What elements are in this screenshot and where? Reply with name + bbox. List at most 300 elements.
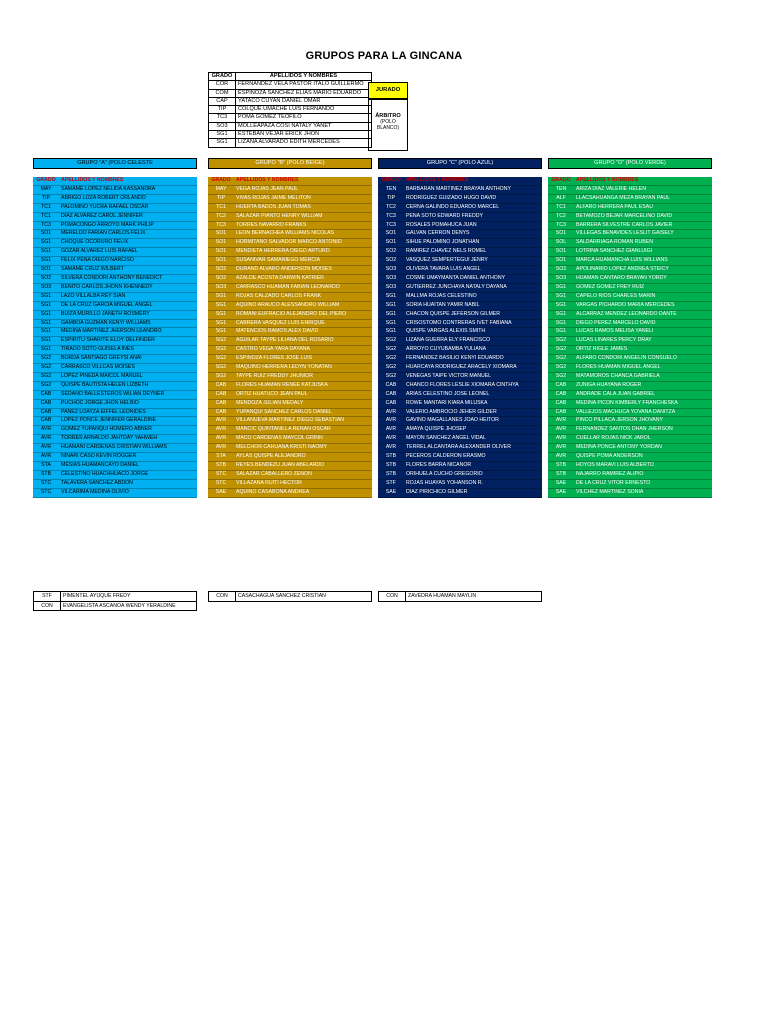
group-c: [378, 158, 542, 498]
table-row: [208, 435, 372, 444]
jury-row: [209, 106, 372, 114]
grado-cell: CAB: [548, 399, 574, 408]
table-row: [548, 230, 712, 239]
nombre-cell: BETAMOZO BEJAR MARCELINO DAVID: [574, 212, 712, 221]
table-row: [378, 248, 542, 257]
grado-cell: SG2: [33, 381, 59, 390]
nombre-cell: MEDINA PONCE ANTONY YORDAN: [574, 444, 712, 453]
jury-grado: COR: [209, 81, 236, 89]
table-row: [33, 337, 197, 346]
nombre-cell: GAMBOA GUZMAN KENYI WILLIAMS: [59, 319, 197, 328]
grado-cell: SG1: [208, 319, 234, 328]
group-a-table: [33, 177, 197, 498]
table-row: [548, 488, 712, 497]
grado-cell: SO3: [33, 283, 59, 292]
nombre-cell: VARGAS PICHARDO MARIA MERCEDES: [574, 301, 712, 310]
table-row: [208, 488, 372, 497]
grado-cell: TC1: [208, 203, 234, 212]
nombre-cell: VIVAS ROJAS JAIME MELITON: [234, 194, 372, 203]
grado-cell: SG2: [208, 337, 234, 346]
table-row: [33, 390, 197, 399]
table-row: [548, 257, 712, 266]
table-row: [378, 194, 542, 203]
nombre-cell: ESPIRITU SHARITE ELOY DELFINDER: [59, 337, 197, 346]
grado-cell: MAY: [208, 185, 234, 194]
table-row: [33, 462, 197, 471]
table-row: [33, 426, 197, 435]
nombre-cell: PUCHOC JORGE JHON HELBIO: [59, 399, 197, 408]
table-row: [34, 592, 197, 602]
grado-cell: TC3: [378, 212, 404, 221]
nombre-cell: CARRASCO VILLCAS MOISES: [59, 364, 197, 373]
grado-cell: SG1: [33, 257, 59, 266]
grado-cell: SG1: [378, 310, 404, 319]
col-header-grado: GRADO: [548, 177, 574, 185]
jury-row: [209, 114, 372, 122]
grado-cell: SO1: [378, 230, 404, 239]
grado-cell: SG2: [548, 372, 574, 381]
nombre-cell: NAJARRO RAMIREZ ALIPIO: [574, 470, 712, 479]
grado-cell: SO1: [208, 257, 234, 266]
grado-cell: SO1: [208, 248, 234, 257]
group-b-title: GRUPO "B" (POLO BEIGE): [208, 158, 372, 169]
nombre-cell: QUISPE BAUTISTA HELEN LIZBETH: [59, 381, 197, 390]
nombre-cell: HORMITAÑO SALVADOR MARCO ANTONIO: [234, 239, 372, 248]
nombre-cell: ESPINOZA FLORES JOSE LUIS: [234, 355, 372, 364]
nombre-cell: MALLMA ROJAS CELESTINO: [404, 292, 542, 301]
table-row: [378, 283, 542, 292]
nombre-cell: FLORES HUAMAN MIGUEL ANGEL: [574, 364, 712, 373]
table-row: [33, 248, 197, 257]
table-row: [33, 239, 197, 248]
table-row: [208, 221, 372, 230]
table-row: [548, 470, 712, 479]
extra-table: [33, 591, 197, 611]
grado-cell: CAB: [548, 408, 574, 417]
nombre-cell: LLACSAHUANGA MEZA BRAYAN PAUL: [574, 194, 712, 203]
table-row: [548, 221, 712, 230]
grado-cell: TC1: [33, 212, 59, 221]
nombre-cell: VILLANUEVA MARTINEZ DIEGO SEBASTIAN: [234, 417, 372, 426]
grado-cell: SG1: [548, 310, 574, 319]
grado-cell: AVR: [33, 444, 59, 453]
grado-cell: SG1: [33, 337, 59, 346]
grado-cell: TC1: [548, 203, 574, 212]
grado-cell: CON: [34, 601, 61, 611]
group-header-row: [548, 177, 712, 185]
table-row: [208, 381, 372, 390]
table-row: [33, 364, 197, 373]
table-row: [208, 462, 372, 471]
table-row: [548, 426, 712, 435]
grado-cell: SO2: [208, 266, 234, 275]
table-row: [208, 426, 372, 435]
grado-cell: SOL: [548, 239, 574, 248]
nombre-cell: SALAZAR PIANTO HENRY WILLIAM: [234, 212, 372, 221]
table-row: [378, 417, 542, 426]
nombre-cell: GOZAR ALVAREZ LUIS RAFAEL: [59, 248, 197, 257]
grado-cell: SG1: [33, 292, 59, 301]
grado-cell: CAB: [208, 381, 234, 390]
nombre-cell: AYLAS QUISPE ALEJANDRO: [234, 453, 372, 462]
table-row: [378, 266, 542, 275]
table-row: [378, 470, 542, 479]
table-row: [548, 328, 712, 337]
nombre-cell: ARIZA DIAZ VALERIE HELEN: [574, 185, 712, 194]
jury-row: [209, 131, 372, 139]
grado-cell: STB: [378, 462, 404, 471]
nombre-cell: CHOQUE OCORURO FELIX: [59, 239, 197, 248]
col-header-grado: GRADO: [378, 177, 404, 185]
grado-cell: SG1: [208, 301, 234, 310]
nombre-cell: ROJAS CALZADO CARLOS FRANK: [234, 292, 372, 301]
jury-row: [209, 81, 372, 89]
grado-cell: STC: [33, 488, 59, 497]
table-row: [378, 390, 542, 399]
table-row: [548, 185, 712, 194]
table-row: [378, 346, 542, 355]
table-row: [379, 592, 542, 602]
nombre-cell: ALFARO HERRERA PAUL ESAU: [574, 203, 712, 212]
nombre-cell: ROJAS HUAYAS YOHANSON R.: [404, 479, 542, 488]
grado-cell: SG1: [548, 283, 574, 292]
nombre-cell: MARCA HUAMANCHA LUIS WILLIANS: [574, 257, 712, 266]
nombre-cell: MEDINA PICON KIMBERLY FRANCHESKA: [574, 399, 712, 408]
table-row: [208, 355, 372, 364]
grado-cell: AVR: [548, 435, 574, 444]
table-row: [208, 239, 372, 248]
grado-cell: TC3: [33, 221, 59, 230]
page-title: GRUPOS PARA LA GINCANA: [305, 50, 463, 62]
grado-cell: TC3: [208, 221, 234, 230]
nombre-cell: CASACHAGUA SANCHEZ CRISTIAN: [236, 592, 372, 602]
grado-cell: AVR: [378, 426, 404, 435]
group-header-row: [208, 177, 372, 185]
table-row: [33, 221, 197, 230]
table-row: [33, 381, 197, 390]
grado-cell: CAB: [548, 390, 574, 399]
jury-grado: SG1: [209, 131, 236, 139]
grado-cell: SG2: [548, 355, 574, 364]
nombre-cell: FERNANDEZ SANTOS DHAN JHERSON: [574, 426, 712, 435]
nombre-cell: MANCIC QUINTANILLA RENAN OSCAR: [234, 426, 372, 435]
nombre-cell: ABRIGO LOZA ROBERT ORLANDO: [59, 194, 197, 203]
grado-cell: SG2: [33, 372, 59, 381]
table-row: [208, 310, 372, 319]
grado-cell: SG1: [33, 346, 59, 355]
table-row: [33, 372, 197, 381]
nombre-cell: AQUINO CASABONA ANDREA: [234, 488, 372, 497]
grado-cell: SO2: [548, 266, 574, 275]
nombre-cell: SEDANO BALLESTEROS WILIAN DEYNER: [59, 390, 197, 399]
nombre-cell: AZALDE ACOSTA DARWIN KATRIER: [234, 274, 372, 283]
grado-cell: TIP: [208, 194, 234, 203]
table-row: [378, 381, 542, 390]
table-row: [33, 328, 197, 337]
nombre-cell: REYES BENDEZU JUAN ABELARDO: [234, 462, 372, 471]
nombre-cell: SALDARRIAGA ROMAN RUBEN: [574, 239, 712, 248]
table-row: [33, 194, 197, 203]
table-row: [548, 266, 712, 275]
jury-row: [209, 122, 372, 130]
table-row: [208, 274, 372, 283]
nombre-cell: SALAZAR CABALLERO ZENON: [234, 470, 372, 479]
jury-nombre: ESPINOZA SANCHEZ ELIAS MARIO EDUARDO: [236, 89, 372, 97]
nombre-cell: DE LA CRUZ VITOR ERNESTO: [574, 479, 712, 488]
nombre-cell: CARRASCO HUAMAN FABIAN LEONARDO: [234, 283, 372, 292]
nombre-cell: CERNA GALINDO EDUARDO MARCEL: [404, 203, 542, 212]
grado-cell: AVR: [548, 426, 574, 435]
group-c-extra: [378, 591, 542, 602]
arbitro-label: ÁRBITRO: [375, 113, 401, 119]
nombre-cell: VILCARIMA MEDINA OLIVIO: [59, 488, 197, 497]
nombre-cell: GOMEZ YUPANQUI HOMERO ABNER: [59, 426, 197, 435]
grado-cell: AVR: [33, 426, 59, 435]
col-header-nombres: APELLIDOS Y NOMBRES: [404, 177, 542, 185]
nombre-cell: BARRERA SILVESTRE CARLOS JAVIER: [574, 221, 712, 230]
grado-cell: CAB: [378, 390, 404, 399]
nombre-cell: FLORES BARRA NICANOR: [404, 462, 542, 471]
grado-cell: SG2: [208, 372, 234, 381]
grado-cell: STB: [208, 462, 234, 471]
table-row: [378, 221, 542, 230]
table-row: [33, 283, 197, 292]
nombre-cell: PEÑA SOTO EDWARD FREDDY: [404, 212, 542, 221]
table-row: [33, 212, 197, 221]
grado-cell: STB: [378, 470, 404, 479]
table-row: [33, 230, 197, 239]
nombre-cell: ROSALES POMAHUCA JUAN: [404, 221, 542, 230]
table-row: [33, 399, 197, 408]
table-row: [548, 301, 712, 310]
grado-cell: STC: [208, 479, 234, 488]
grado-cell: STB: [378, 453, 404, 462]
nombre-cell: DIAZ PIRICHICO GILMER: [404, 488, 542, 497]
table-row: [548, 310, 712, 319]
jury-grado: SO3: [209, 122, 236, 130]
table-row: [548, 453, 712, 462]
grado-cell: SG1: [548, 292, 574, 301]
grado-cell: SG2: [378, 355, 404, 364]
nombre-cell: RAMIREZ CHAVEZ NELS ROMEL: [404, 248, 542, 257]
nombre-cell: HUERTA BADOS JUAN TOMAS: [234, 203, 372, 212]
table-row: [378, 212, 542, 221]
col-header-grado: GRADO: [33, 177, 59, 185]
table-row: [208, 194, 372, 203]
table-row: [208, 328, 372, 337]
table-row: [33, 310, 197, 319]
nombre-cell: VASQUEZ SEMPERTEGUI JENRY: [404, 257, 542, 266]
nombre-cell: CABRERA VASQUEZ LUIS ENRIQUE: [234, 319, 372, 328]
grado-cell: STB: [548, 462, 574, 471]
group-b: [208, 158, 372, 498]
jury-grado: SG1: [209, 139, 236, 147]
jury-nombre: MOLLEAPAZA COSI NATALY YANET: [236, 122, 372, 130]
nombre-cell: LOTRINA SANCHEZ GIANLUIGI: [574, 248, 712, 257]
table-row: [378, 230, 542, 239]
grado-cell: CON: [379, 592, 406, 602]
nombre-cell: SORIA HUAITAN YAMIR NABIL: [404, 301, 542, 310]
grado-cell: TC2: [208, 212, 234, 221]
table-row: [548, 355, 712, 364]
nombre-cell: EVANGELISTA ASCANOA WENDY YERALDINE: [61, 601, 197, 611]
group-c-title: GRUPO "C" (POLO AZUL): [378, 158, 542, 169]
jury-nombre: FERNANDEZ VELA PASTOR ITALO GUILLERMO: [236, 81, 372, 89]
nombre-cell: HUAMANI CARDENAS CRISTIAN WILLIAMS: [59, 444, 197, 453]
table-row: [208, 283, 372, 292]
group-a-extra: [33, 591, 197, 611]
table-row: [548, 248, 712, 257]
grado-cell: SG1: [33, 248, 59, 257]
nombre-cell: LIZANA GUERRA ELY FRANCISCO: [404, 337, 542, 346]
grado-cell: SO3: [378, 266, 404, 275]
grado-cell: SG2: [208, 355, 234, 364]
grado-cell: CAB: [208, 399, 234, 408]
col-header-nombres: APELLIDOS Y NOMBRES: [59, 177, 197, 185]
table-row: [33, 292, 197, 301]
grado-cell: SAE: [548, 488, 574, 497]
table-row: [208, 301, 372, 310]
nombre-cell: ORTIZ RIGLE JAMES: [574, 346, 712, 355]
table-row: [548, 462, 712, 471]
nombre-cell: DURAND ALVARO ANDERSON MOISES: [234, 266, 372, 275]
grado-cell: SG2: [548, 346, 574, 355]
nombre-cell: COSME UMAYMANTA DANIEL ANTHONY: [404, 274, 542, 283]
nombre-cell: VILLAZANA RUITI HECTOR: [234, 479, 372, 488]
grado-cell: SG1: [208, 328, 234, 337]
grado-cell: SG2: [548, 364, 574, 373]
jury-nombre: POMA GOMEZ TEOFILO: [236, 114, 372, 122]
table-row: [208, 230, 372, 239]
grado-cell: CAB: [33, 417, 59, 426]
table-row: [548, 364, 712, 373]
nombre-cell: CHACON QUISPE JEFERSON GILMER: [404, 310, 542, 319]
grado-cell: SG2: [33, 355, 59, 364]
nombre-cell: ZAVEDRA HUAMAN MAYLIN: [406, 592, 542, 602]
group-a: [33, 158, 197, 498]
table-row: [548, 292, 712, 301]
grado-cell: SG1: [33, 239, 59, 248]
nombre-cell: MAQUINO HERRERA LEDYN YONATAN: [234, 364, 372, 373]
grado-cell: SG1: [548, 328, 574, 337]
nombre-cell: CASTRO VEGA YARA DAYANA: [234, 346, 372, 355]
table-row: [548, 239, 712, 248]
table-row: [208, 417, 372, 426]
nombre-cell: CAPELO RIOS CHARLES MARIN: [574, 292, 712, 301]
grado-cell: CAB: [548, 381, 574, 390]
grado-cell: CON: [209, 592, 236, 602]
group-d: [548, 158, 712, 498]
nombre-cell: BARBARAN MARTINEZ BRAYAN ANTHONY: [404, 185, 542, 194]
nombre-cell: TORRES NAVARRO FRANKS: [234, 221, 372, 230]
nombre-cell: SAMAME LOPEZ NELIDA KASSANDRA: [59, 185, 197, 194]
grado-cell: SG1: [378, 328, 404, 337]
table-row: [378, 444, 542, 453]
table-row: [208, 212, 372, 221]
table-row: [548, 274, 712, 283]
table-row: [208, 319, 372, 328]
grado-cell: SG1: [548, 319, 574, 328]
grado-cell: AVR: [378, 444, 404, 453]
nombre-cell: PECEROS CALDERON ERASMO: [404, 453, 542, 462]
table-row: [548, 194, 712, 203]
nombre-cell: FELIX PEÑA DIEGO NARCISO: [59, 257, 197, 266]
nombre-cell: MATENCIOS RAMOS ALEX DAVID: [234, 328, 372, 337]
nombre-cell: AQUINO ARAUCO ALESSANDRO WILLIAM: [234, 301, 372, 310]
table-row: [378, 479, 542, 488]
grado-cell: STC: [33, 479, 59, 488]
table-row: [208, 390, 372, 399]
group-header-row: [378, 177, 542, 185]
nombre-cell: MATAMOROS CHANCA GABRIELA: [574, 372, 712, 381]
group-header-row: [33, 177, 197, 185]
table-row: [33, 274, 197, 283]
grado-cell: SO3: [208, 283, 234, 292]
nombre-cell: CELESTINO HUACHHUACO JORGE: [59, 470, 197, 479]
grado-cell: SO1: [33, 230, 59, 239]
arbitro-sub: (POLO BLANCO): [376, 119, 400, 131]
nombre-cell: PANEZ LOAYZA EIFFEL LEONIDES: [59, 408, 197, 417]
nombre-cell: DIEGO PEREZ MARCELO DAVID: [574, 319, 712, 328]
grado-cell: SG2: [378, 337, 404, 346]
grado-cell: CAB: [208, 408, 234, 417]
grado-cell: SG2: [378, 346, 404, 355]
table-row: [208, 266, 372, 275]
grado-cell: TC1: [33, 203, 59, 212]
nombre-cell: MACO CARDENAS MAYCOL GRINN: [234, 435, 372, 444]
nombre-cell: MESIAS HUAMANCAYO DANIEL: [59, 462, 197, 471]
table-row: [378, 274, 542, 283]
group-c-table: [378, 177, 542, 498]
jury-nombre: YATACO CUYAN DANIEL OMAR: [236, 97, 372, 105]
table-row: [378, 257, 542, 266]
grado-cell: SG1: [378, 319, 404, 328]
nombre-cell: GAVINO MAGALLANES JOAO HEITOR: [404, 417, 542, 426]
table-row: [33, 301, 197, 310]
table-row: [548, 283, 712, 292]
grado-cell: STB: [548, 470, 574, 479]
table-row: [33, 257, 197, 266]
grado-cell: SO1: [548, 230, 574, 239]
nombre-cell: FLORES HUAMAN RENEE KATJUSKA: [234, 381, 372, 390]
col-header-grado: GRADO: [208, 177, 234, 185]
table-row: [33, 479, 197, 488]
nombre-cell: LUCAS RAMOS MELISA YANELI: [574, 328, 712, 337]
grado-cell: SG1: [208, 310, 234, 319]
nombre-cell: BENITO CARLOS JHONN KHENNEDY: [59, 283, 197, 292]
grado-cell: TC3: [548, 221, 574, 230]
table-row: [208, 408, 372, 417]
nombre-cell: BORDA SANTIAGO GREYSI ANAI: [59, 355, 197, 364]
grado-cell: SO2: [208, 274, 234, 283]
grado-cell: SG1: [33, 328, 59, 337]
table-row: [378, 203, 542, 212]
jury-header-nombres: APELLIDOS Y NOMBRES: [236, 73, 372, 81]
grado-cell: CAB: [33, 390, 59, 399]
table-row: [34, 601, 197, 611]
nombre-cell: BUIZA MURILLO JANETH ROSMERY: [59, 310, 197, 319]
table-row: [548, 444, 712, 453]
jury-grado: CAP: [209, 97, 236, 105]
nombre-cell: RODRIGUEZ GUIZADO HUGO DAVID: [404, 194, 542, 203]
nombre-cell: ORIHUELA CUCHO GREGORIO: [404, 470, 542, 479]
grado-cell: AVR: [378, 435, 404, 444]
grado-cell: SG1: [33, 319, 59, 328]
table-row: [378, 372, 542, 381]
nombre-cell: FERNANDEZ BASILIO KENYI EDUARDO: [404, 355, 542, 364]
grado-cell: CAB: [378, 399, 404, 408]
grado-cell: SO1: [33, 266, 59, 275]
